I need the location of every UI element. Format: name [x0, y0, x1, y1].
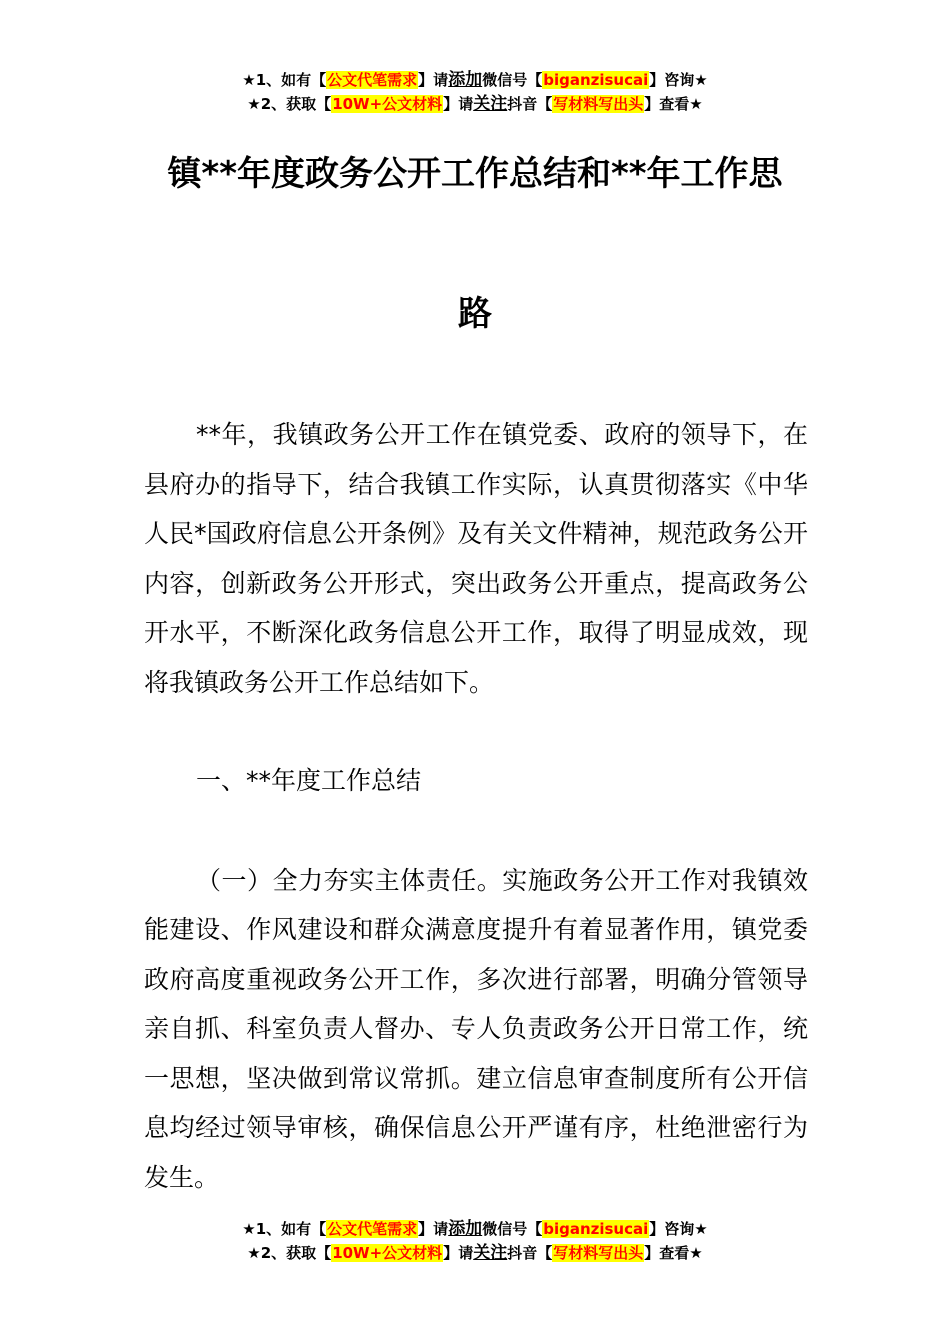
promo-wechat-id: biganzisucai — [543, 1220, 649, 1238]
promo-text: 】查看★ — [644, 95, 703, 113]
promo-highlight: 10W+公文材料 — [332, 1244, 443, 1262]
promo-line-1 — [0, 1217, 950, 1241]
promo-emphasis: 关注 — [473, 1243, 508, 1263]
promo-text: 微信号【 — [482, 71, 543, 89]
document-title — [140, 140, 810, 348]
promo-text: 】咨询★ — [649, 1220, 708, 1238]
document-body — [144, 410, 808, 1202]
promo-text: ★1、如有【 — [242, 1220, 327, 1238]
promo-wechat-id: biganzisucai — [543, 71, 649, 89]
title-line-1: 镇**年度政务公开工作总结和**年工作思 — [167, 154, 783, 194]
promo-text: ★2、获取【 — [247, 95, 332, 113]
promo-text: 抖音【 — [507, 1244, 553, 1262]
promo-text: ★2、获取【 — [247, 1244, 332, 1262]
promo-banner-top — [0, 68, 950, 116]
promo-emphasis: 添加 — [448, 70, 483, 90]
promo-text: 】请 — [443, 95, 474, 113]
promo-highlight: 10W+公文材料 — [332, 95, 443, 113]
promo-text: 】请 — [418, 71, 449, 89]
intro-paragraph: **年，我镇政务公开工作在镇党委、政府的领导下，在县府办的指导下，结合我镇工作实际，认真贯彻落实《中华人民*国政府信息公开条例》及有关文件精神，规范政务公开内容，创新政务公开形式，突出政务公开重点，提高政务公开水平，不断深化政务信息公开工作，取得了明显成效，现将我镇政务公开工作总结如下。 — [144, 420, 808, 697]
promo-text: 】查看★ — [644, 1244, 703, 1262]
promo-line-1 — [0, 68, 950, 92]
promo-highlight: 公文代笔需求 — [327, 1220, 418, 1238]
promo-line-2 — [0, 92, 950, 116]
promo-text: 微信号【 — [482, 1220, 543, 1238]
promo-douyin-id: 写材料写出头 — [553, 95, 644, 113]
promo-douyin-id: 写材料写出头 — [553, 1244, 644, 1262]
promo-text: 】咨询★ — [649, 71, 708, 89]
body-paragraph: （一）全力夯实主体责任。实施政务公开工作对我镇效能建设、作风建设和群众满意度提升有着显著作用，镇党委政府高度重视政务公开工作，多次进行部署，明确分管领导亲自抓、科室负责人督办、专人负责政务公开日常工作，统一思想，坚决做到常议常抓。建立信息审查制度所有公开信息均经过领导审核，确保信息公开严谨有序，杜绝泄密行为发生。 — [144, 865, 808, 1192]
section-heading: 一、**年度工作总结 — [196, 766, 422, 795]
promo-line-2 — [0, 1241, 950, 1265]
promo-text: 抖音【 — [507, 95, 553, 113]
promo-highlight: 公文代笔需求 — [327, 71, 418, 89]
promo-emphasis: 添加 — [448, 1219, 483, 1239]
promo-text: 】请 — [418, 1220, 449, 1238]
promo-banner-bottom — [0, 1217, 950, 1265]
promo-text: ★1、如有【 — [242, 71, 327, 89]
promo-text: 】请 — [443, 1244, 474, 1262]
title-line-2: 路 — [458, 294, 492, 334]
promo-emphasis: 关注 — [473, 94, 508, 114]
